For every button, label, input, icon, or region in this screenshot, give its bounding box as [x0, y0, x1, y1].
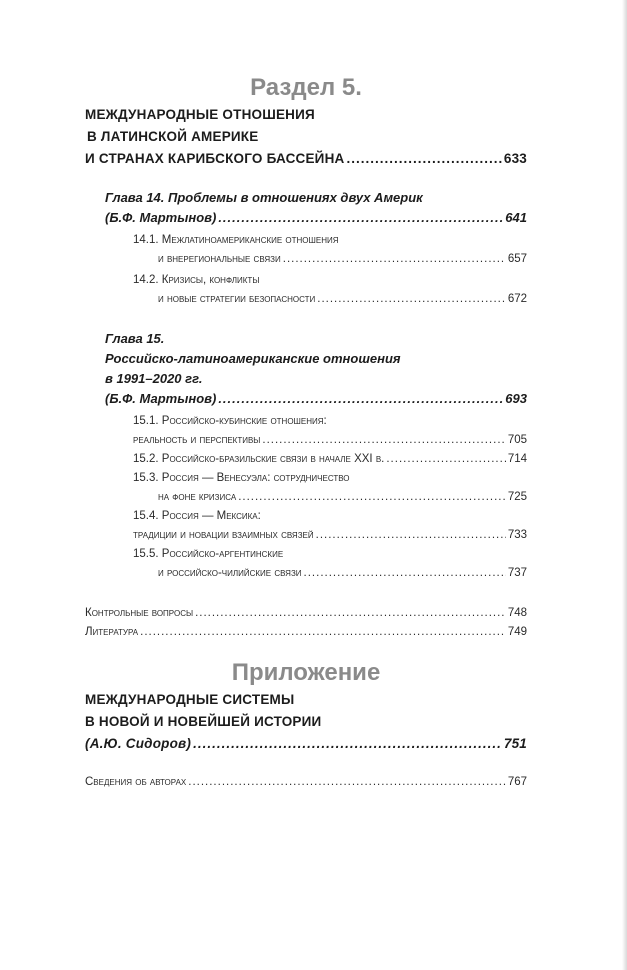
subsection-14-1[interactable] [133, 231, 527, 269]
subsection-15-5-line-2: и российско-чилийские связи [158, 567, 302, 579]
authors-page: 767 [507, 776, 527, 788]
subsection-15-3[interactable] [133, 469, 527, 507]
subsection-14-1-row [133, 250, 527, 269]
leader-dots [317, 290, 506, 309]
chapter-15-title: Российско-латиноамериканские отношения [105, 351, 401, 366]
leader-dots [316, 526, 506, 545]
subsection-14-2-page: 672 [507, 293, 527, 305]
control-questions-label: Контрольные вопросы [85, 607, 194, 619]
appendix-line-1: МЕЖДУНАРОДНЫЕ СИСТЕМЫ [85, 692, 295, 707]
leader-dots [304, 564, 506, 583]
literature-entry[interactable] [85, 623, 527, 642]
subsection-14-1-line-2: и внерегиональные связи [158, 253, 281, 265]
subsection-14-1-line-1: 14.1. Межлатиноамериканские отношения [133, 234, 339, 246]
subsection-15-3-page: 725 [507, 491, 527, 503]
chapter-15-number: Глава 15. [105, 331, 165, 346]
leader-dots [262, 431, 505, 450]
control-questions-page: 748 [507, 607, 527, 619]
chapter-15-period: в 1991–2020 гг. [105, 371, 203, 386]
subsection-14-2[interactable] [133, 271, 527, 309]
subsection-15-2-page: 714 [507, 453, 527, 465]
subsection-15-1[interactable] [133, 412, 527, 450]
leader-dots [238, 488, 506, 507]
leader-dots [218, 389, 503, 409]
appendix-author: (А.Ю. Сидоров) [85, 736, 192, 751]
appendix-line-2: В НОВОЙ И НОВЕЙШЕЙ ИСТОРИИ [85, 714, 322, 729]
literature-page: 749 [507, 626, 527, 638]
subsection-15-3-row [133, 488, 527, 507]
chapter-15-author: (Б.Ф. Мартынов) [105, 391, 217, 406]
subsection-15-5-row [133, 564, 527, 583]
chapter-14-author: (Б.Ф. Мартынов) [105, 210, 217, 225]
leader-dots [218, 208, 503, 228]
section-5-line-3-label: И СТРАНАХ КАРИБСКОГО БАССЕЙНА [85, 151, 345, 166]
subsection-15-3-line-2: на фоне кризиса [158, 491, 237, 503]
appendix-heading[interactable] [85, 689, 527, 755]
leader-dots [140, 623, 506, 642]
section-5-heading[interactable] [85, 104, 527, 170]
authors-entry[interactable] [85, 773, 527, 792]
leader-dots [283, 250, 506, 269]
appendix-author-row [85, 733, 527, 755]
subsection-15-4-line-2: традиции и новации взаимных связей [133, 529, 314, 541]
appendix-title: Приложение [231, 659, 381, 686]
chapter-14-entry[interactable] [105, 188, 527, 228]
chapter-14-title: Глава 14. Проблемы в отношениях двух Америк [105, 190, 423, 205]
backmatter [85, 604, 527, 642]
section-5-title: Раздел 5. [250, 74, 362, 101]
control-questions-entry[interactable] [85, 604, 527, 623]
section-5-line-3 [85, 148, 527, 170]
chapter-15-entry[interactable] [105, 329, 527, 409]
subsection-14-2-row [133, 290, 527, 309]
subsection-15-1-page: 705 [507, 434, 527, 446]
subsection-15-4-row [133, 526, 527, 545]
subsection-14-1-page: 657 [507, 253, 527, 265]
chapter-14-author-row [105, 208, 527, 228]
subsection-15-5-line-1: 15.5. Российско-аргентинские [133, 548, 284, 560]
subsection-15-1-row [133, 431, 527, 450]
page-edge-shadow [622, 0, 627, 970]
authors-label: Сведения об авторах [85, 776, 187, 788]
subsection-15-2[interactable] [133, 450, 527, 469]
subsection-14-2-line-2: и новые стратегии безопасности [158, 293, 316, 305]
subsection-15-4[interactable] [133, 507, 527, 545]
section-5-page: 633 [503, 151, 527, 166]
subsection-15-5-page: 737 [507, 567, 527, 579]
toc-page [85, 0, 527, 792]
subsection-15-2-row [133, 450, 527, 469]
leader-dots [346, 148, 501, 170]
subsection-15-4-page: 733 [507, 529, 527, 541]
literature-label: Литература [85, 626, 139, 638]
appendix-page: 751 [503, 736, 527, 751]
leader-dots [195, 604, 506, 623]
subsection-15-2-line-1: 15.2. Российско-бразильские связи в начале XXI в. [133, 453, 385, 465]
subsection-15-1-line-1: 15.1. Российско-кубинские отношения: [133, 415, 327, 427]
chapter-14-page: 641 [505, 210, 527, 225]
subsection-14-2-line-1: 14.2. Кризисы, конфликты [133, 274, 260, 286]
leader-dots [386, 450, 505, 469]
subsection-15-4-line-1: 15.4. Россия — Мексика: [133, 510, 261, 522]
leader-dots [188, 773, 506, 792]
subsection-15-1-line-2: реальность и перспективы [133, 434, 261, 446]
chapter-15-page: 693 [505, 391, 527, 406]
section-5-line-2: В ЛАТИНСКОЙ АМЕРИКЕ [87, 129, 259, 144]
section-5-line-1: МЕЖДУНАРОДНЫЕ ОТНОШЕНИЯ [85, 107, 315, 122]
leader-dots [193, 733, 502, 755]
subsection-15-5[interactable] [133, 545, 527, 583]
subsection-15-3-line-1: 15.3. Россия — Венесуэла: сотрудничество [133, 472, 350, 484]
chapter-15-author-row [105, 389, 527, 409]
